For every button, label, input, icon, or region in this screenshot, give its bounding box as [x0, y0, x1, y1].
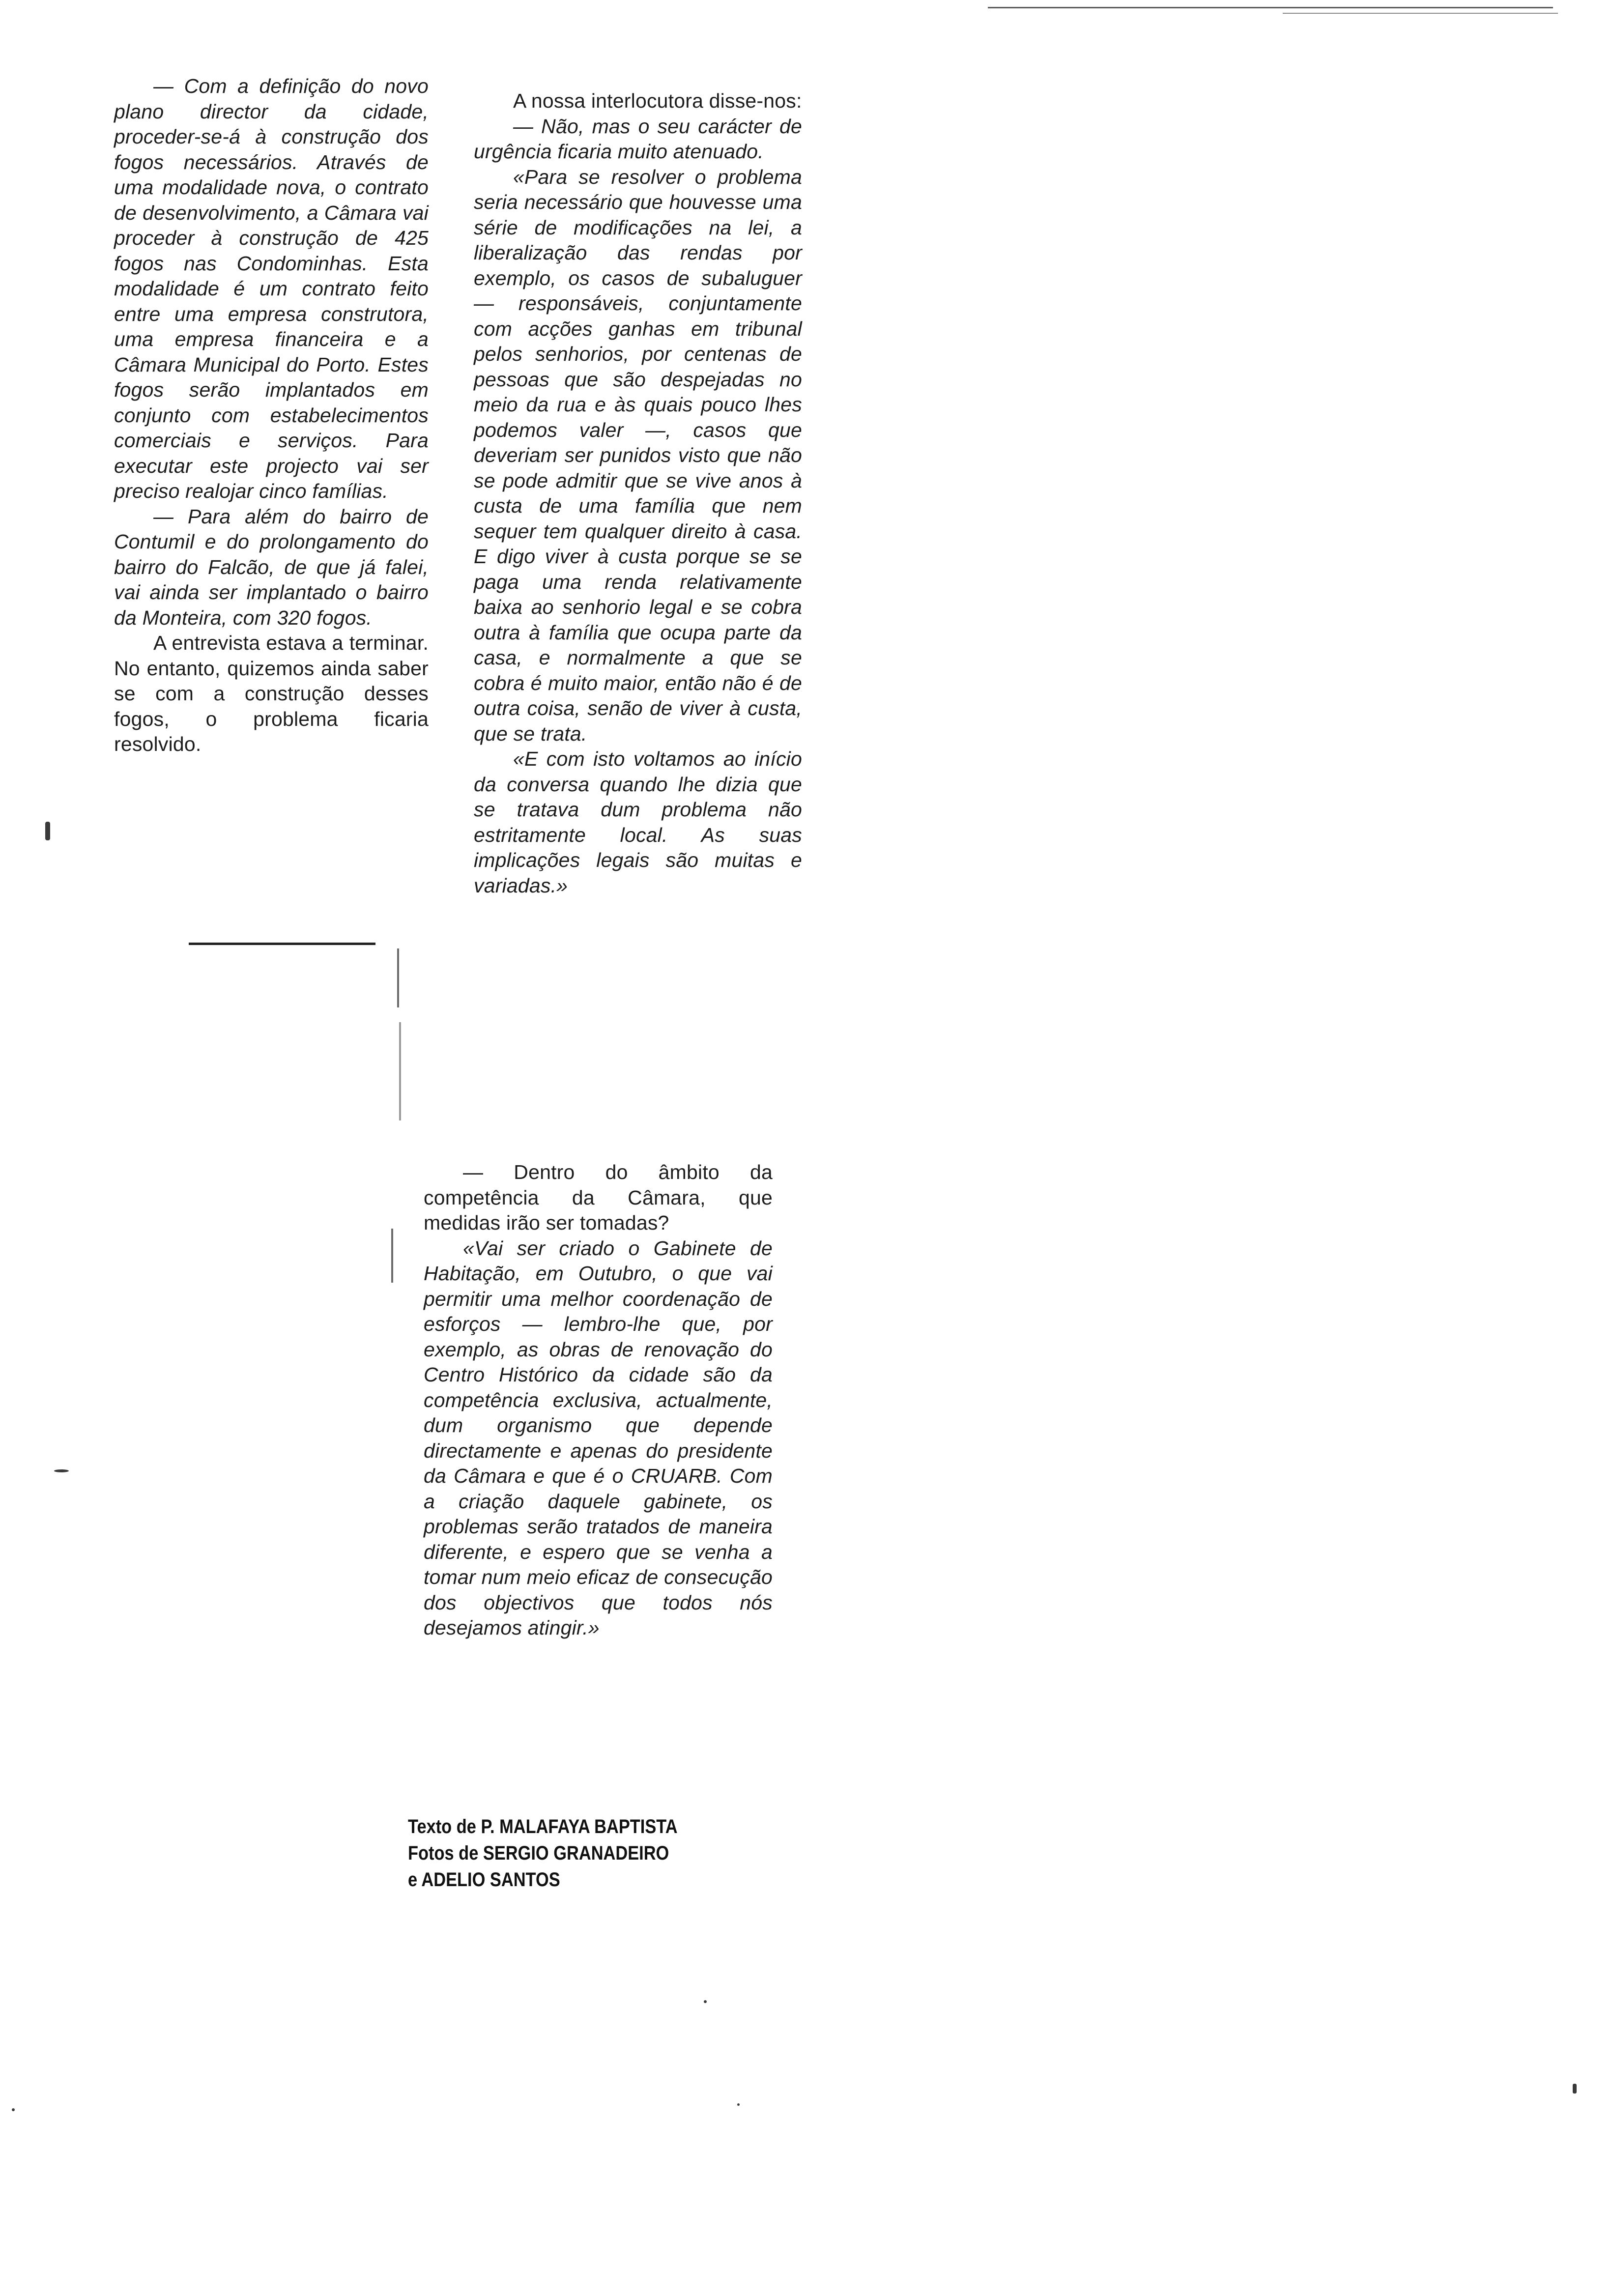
scan-edge-line [988, 7, 1553, 8]
article-column-right-bottom [424, 1160, 773, 1641]
article-credits [408, 1813, 729, 1893]
paragraph-plano-director: — Com a definição do novo plano director da cidade, proceder-se-á à construção dos fogos necessários. Através de uma modalidade nova, o contrato de desenvolvimento, a Câmara vai proceder à construção de 425 fogos nas Condominhas. Esta modalidade é um contrato feito entre uma empresa construtora, uma empresa financeira e a Câmara Municipal do Porto. Estes fogos serão implantados em conjunto com estabelecimentos comerciais e serviços. Para executar este projecto vai ser preciso realojar cinco famílias. [114, 75, 429, 502]
credit-text-author: Texto de P. MALAFAYA BAPTISTA [408, 1816, 678, 1837]
scan-speck [45, 822, 50, 840]
scan-speck [704, 2000, 707, 2003]
credit-photos: Fotos de SERGIO GRANADEIRO [408, 1842, 669, 1864]
credit-photos-second: e ADELIO SANTOS [408, 1869, 560, 1891]
scan-speck [54, 1469, 69, 1472]
paragraph-gabinete-habitacao: «Vai ser criado o Gabinete de Habitação, em Outubro, o que vai permitir uma melhor coordenação de esforços — lembro-lhe que, por exemplo, as obras de renovação do Centro Histórico da cidade são da competência exclusiva, actualmente, dum organismo que depende directamente e apenas do presidente da Câmara e que é o CRUARB. Com a criação daquele gabinete, os problemas serão tratados de maneira diferente, e espero que se venha a tomar num meio eficaz de consecução dos objectivos que todos nós desejamos atingir.» [424, 1236, 773, 1639]
paragraph-pergunta-camara: — Dentro do âmbito da competência da Câmara, que medidas irão ser tomadas? [424, 1161, 773, 1234]
paragraph-interlocutora: A nossa interlocutora disse-nos: [513, 89, 802, 112]
column-end-rule [189, 943, 375, 945]
gutter-mark [391, 1229, 393, 1283]
scan-speck [737, 2103, 740, 2106]
scan-speck [12, 2108, 15, 2111]
scan-speck [1573, 2084, 1577, 2094]
article-column-right-top [474, 88, 802, 898]
paragraph-bairros: — Para além do bairro de Contumil e do prolongamento do bairro do Falcão, de que já falei, vai ainda ser implantado o bairro da Monteira, com 320 fogos. [114, 505, 429, 629]
paragraph-problema-local: «E com isto voltamos ao início da conversa quando lhe dizia que se tratava dum problema não estritamente local. As suas implicações legais são muitas e variadas.» [474, 747, 802, 897]
article-column-left [114, 74, 429, 757]
paragraph-urgencia: — Não, mas o seu carácter de urgência ficaria muito atenuado. [474, 115, 802, 163]
paragraph-entrevista: A entrevista estava a terminar. No entanto, quizemos ainda saber se com a construção desses fogos, o problema ficaria resolvido. [114, 631, 429, 755]
gutter-mark [399, 1022, 401, 1120]
gutter-mark [397, 948, 399, 1007]
paragraph-modificacoes-lei: «Para se resolver o problema seria necessário que houvesse uma série de modificações na lei, a liberalização das rendas por exemplo, os casos de subaluguer — responsáveis, conjuntamente com acções ganhas em tribunal pelos senhorios, por centenas de pessoas que são despejadas no meio da rua e às quais pouco lhes podemos valer —, casos que deveriam ser punidos visto que não se pode admitir que se vive anos à custa de uma família que nem sequer tem qualquer direito à casa. E digo viver à custa porque se se paga uma renda relativamente baixa ao senhorio legal e se cobra outra à família que ocupa parte da casa, e normalmente a que se cobra é muito maior, então não é de outra coisa, senão de viver à custa, que se trata. [474, 165, 802, 745]
scan-edge-line [1283, 13, 1558, 14]
